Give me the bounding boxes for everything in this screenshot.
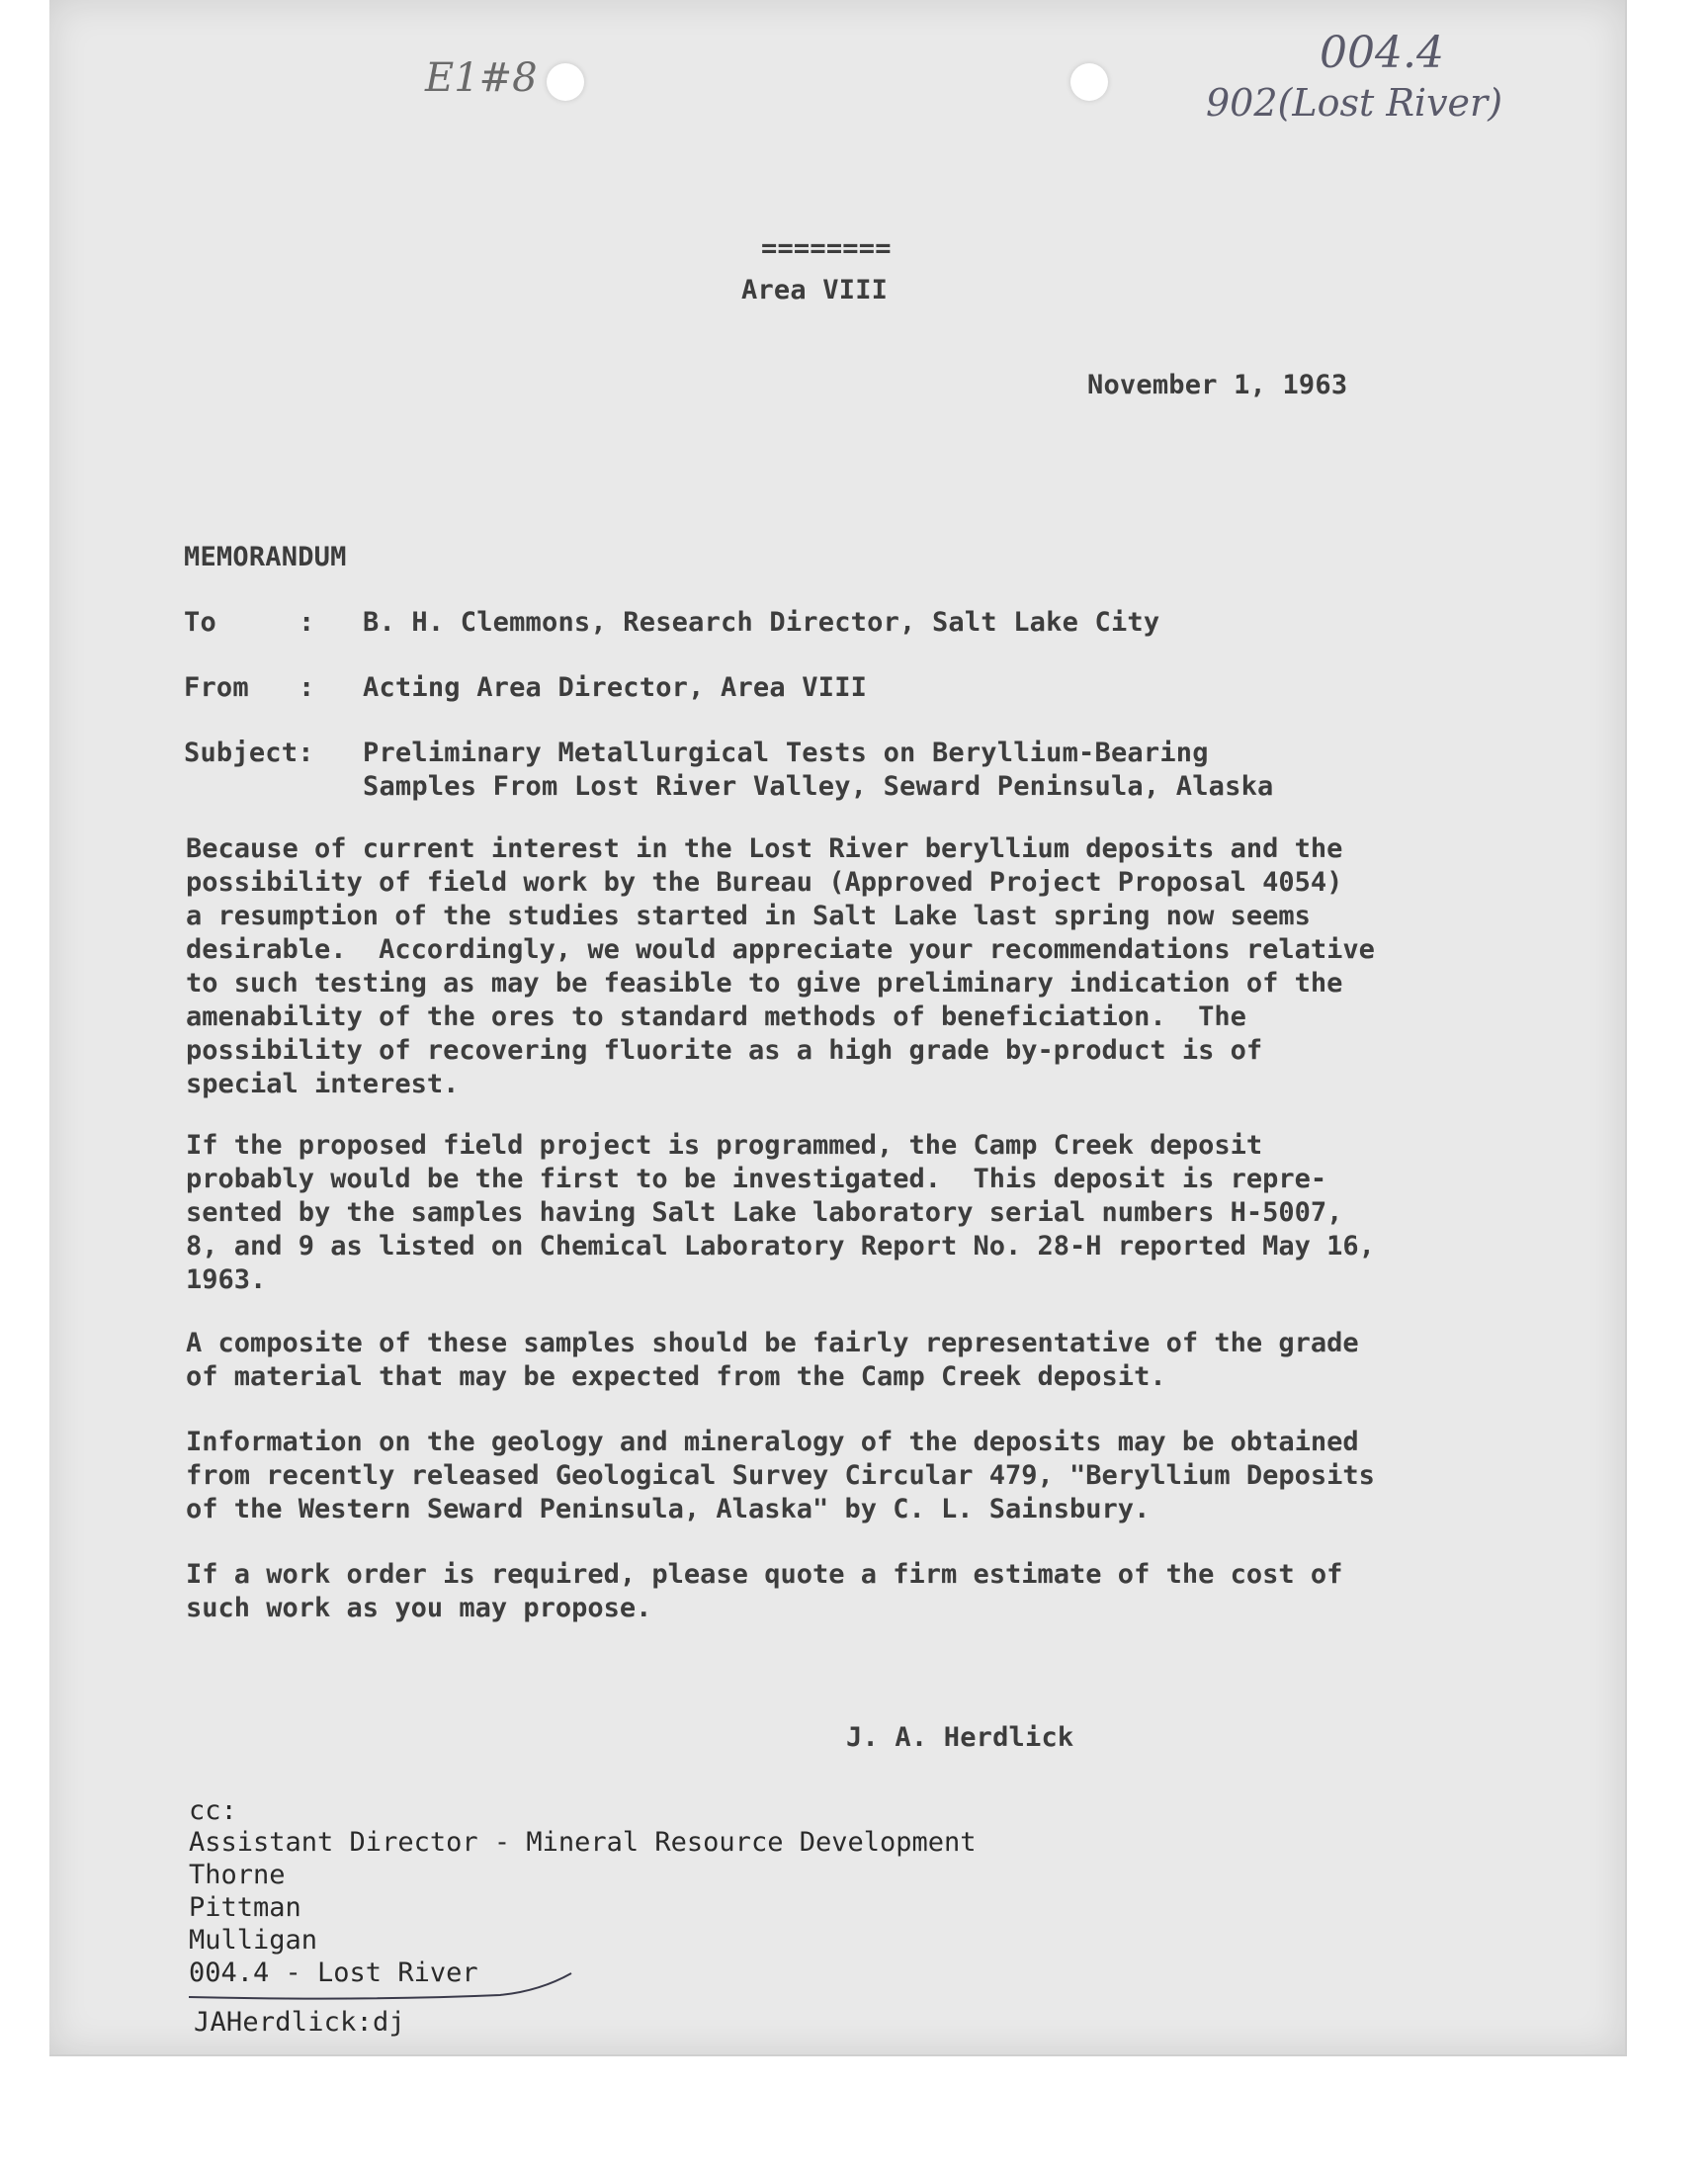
memo-title: MEMORANDUM: [184, 542, 347, 572]
cc-recipient: Thorne: [189, 1860, 286, 1890]
paragraph-line: possibility of recovering fluorite as a high grade by-product is of: [186, 1035, 1263, 1066]
from-value: Acting Area Director, Area VIII: [363, 672, 868, 703]
signature-name: J. A. Herdlick: [846, 1722, 1074, 1753]
paragraph-line: Because of current interest in the Lost River beryllium deposits and the: [186, 833, 1343, 864]
paragraph-line: sented by the samples having Salt Lake laboratory serial numbers H-5007,: [186, 1197, 1343, 1228]
punch-hole-right: [1070, 63, 1108, 101]
paragraph-line: A composite of these samples should be fairly representative of the grade: [186, 1328, 1359, 1358]
body-paragraph-1: [186, 832, 1431, 1101]
subject-line-1: Preliminary Metallurgical Tests on Beryllium-Bearing: [363, 738, 1209, 768]
handwritten-underline: [184, 1967, 579, 2007]
paragraph-line: possibility of field work by the Bureau (Approved Project Proposal 4054): [186, 867, 1343, 898]
paragraph-line: If a work order is required, please quote a firm estimate of the cost of: [186, 1559, 1343, 1590]
memo-date: November 1, 1963: [1087, 370, 1348, 400]
handwritten-file-mark: E1#8: [425, 55, 538, 101]
cc-label: cc:: [189, 1795, 237, 1826]
paragraph-line: 8, and 9 as listed on Chemical Laboratory Report No. 28-H reported May 16,: [186, 1231, 1375, 1262]
document-page: [49, 0, 1627, 2056]
paragraph-line: a resumption of the studies started in Salt Lake last spring now seems: [186, 901, 1311, 931]
paragraph-line: probably would be the first to be investigated. This deposit is repre-: [186, 1164, 1327, 1194]
cc-recipient: 004.4 - Lost River: [189, 1958, 478, 1988]
paragraph-line: Information on the geology and mineralogy of the deposits may be obtained: [186, 1427, 1359, 1457]
paragraph-line: of the Western Seward Peninsula, Alaska" by C. L. Sainsbury.: [186, 1494, 1151, 1524]
subject-line-2: Samples From Lost River Valley, Seward Peninsula, Alaska: [363, 771, 1274, 802]
punch-hole-left: [547, 63, 584, 101]
handwritten-file-number: 004.4: [1320, 28, 1444, 78]
paragraph-line: If the proposed field project is programmed, the Camp Creek deposit: [186, 1130, 1263, 1161]
typist-initials: JAHerdlick:dj: [194, 2007, 405, 2038]
paragraph-line: of material that may be expected from the Camp Creek deposit.: [186, 1361, 1166, 1392]
header-rule: ========: [761, 233, 892, 264]
cc-recipient: Mulligan: [189, 1925, 318, 1956]
to-label: To: [184, 607, 216, 638]
body-paragraph-5: [186, 1558, 1431, 1625]
paragraph-line: such work as you may propose.: [186, 1593, 652, 1623]
body-paragraph-4: [186, 1426, 1431, 1526]
body-paragraph-3: [186, 1327, 1431, 1394]
paragraph-line: special interest.: [186, 1069, 460, 1099]
area-heading: Area VIII: [741, 275, 889, 305]
cc-recipient: Pittman: [189, 1892, 301, 1923]
paragraph-line: to such testing as may be feasible to give preliminary indication of the: [186, 968, 1343, 999]
to-colon: :: [299, 607, 315, 638]
paragraph-line: amenability of the ores to standard methods of beneficiation. The: [186, 1001, 1246, 1032]
handwritten-file-reference: 902(Lost River): [1206, 81, 1503, 125]
body-paragraph-2: [186, 1129, 1431, 1297]
subject-label: Subject:: [184, 738, 314, 768]
paragraph-line: 1963.: [186, 1264, 267, 1295]
to-value: B. H. Clemmons, Research Director, Salt Lake City: [363, 607, 1160, 638]
from-colon: :: [299, 672, 315, 703]
cc-recipient: Assistant Director - Mineral Resource Development: [189, 1827, 977, 1858]
paragraph-line: from recently released Geological Survey Circular 479, "Beryllium Deposits: [186, 1460, 1375, 1491]
from-label: From: [184, 672, 249, 703]
paragraph-line: desirable. Accordingly, we would appreciate your recommendations relative: [186, 934, 1375, 965]
